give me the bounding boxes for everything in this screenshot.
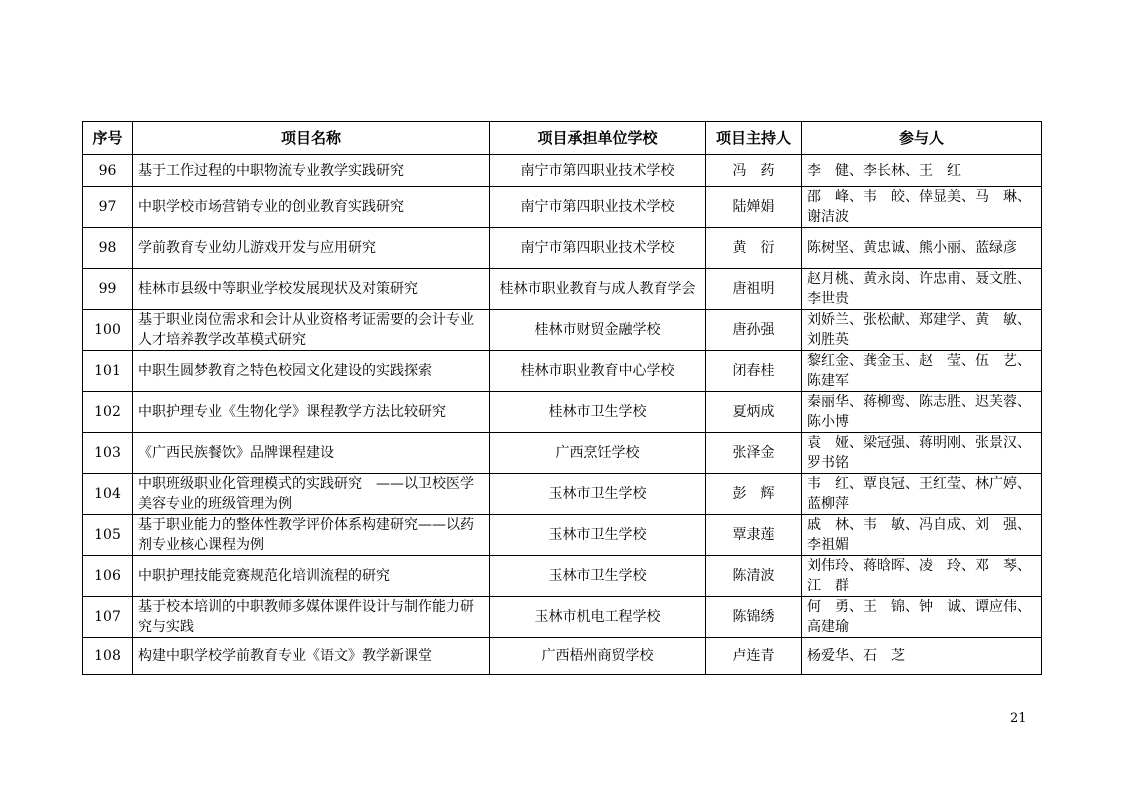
row-project-name: 基于职业岗位需求和会计从业资格考证需要的会计专业人才培养教学改革模式研究	[133, 310, 490, 351]
table-row	[83, 155, 1042, 187]
row-unit: 桂林市职业教育中心学校	[490, 351, 706, 392]
row-project-name: 基于职业能力的整体性教学评价体系构建研究——以药剂专业核心课程为例	[133, 515, 490, 556]
row-members: 李 健、李长林、王 红	[802, 155, 1042, 187]
row-project-name: 《广西民族餐饮》品牌课程建设	[133, 433, 490, 474]
row-unit: 玉林市卫生学校	[490, 474, 706, 515]
row-leader: 闭春桂	[706, 351, 802, 392]
row-unit: 桂林市财贸金融学校	[490, 310, 706, 351]
row-leader: 冯 药	[706, 155, 802, 187]
row-members: 刘伟玲、蒋晗晖、凌 玲、邓 琴、江 群	[802, 556, 1042, 597]
row-num: 101	[83, 351, 133, 392]
row-num: 108	[83, 638, 133, 675]
row-leader: 黄 衍	[706, 228, 802, 269]
header-members: 参与人	[802, 122, 1042, 155]
row-leader: 唐孙强	[706, 310, 802, 351]
row-unit: 南宁市第四职业技术学校	[490, 228, 706, 269]
row-unit: 玉林市卫生学校	[490, 556, 706, 597]
table-row	[83, 187, 1042, 228]
row-leader: 卢连青	[706, 638, 802, 675]
row-members: 何 勇、王 锦、钟 诚、谭应伟、高建瑜	[802, 597, 1042, 638]
row-members: 邵 峰、韦 皎、倖显美、马 琳、谢洁波	[802, 187, 1042, 228]
row-num: 99	[83, 269, 133, 310]
page-number: 21	[1010, 711, 1027, 726]
row-num: 98	[83, 228, 133, 269]
table-row	[83, 474, 1042, 515]
row-num: 107	[83, 597, 133, 638]
table-row	[83, 310, 1042, 351]
table-row	[83, 556, 1042, 597]
table-row	[83, 433, 1042, 474]
row-project-name: 中职学校市场营销专业的创业教育实践研究	[133, 187, 490, 228]
row-project-name: 中职班级职业化管理模式的实践研究 ——以卫校医学美容专业的班级管理为例	[133, 474, 490, 515]
row-leader: 夏炳成	[706, 392, 802, 433]
row-project-name: 基于工作过程的中职物流专业教学实践研究	[133, 155, 490, 187]
row-unit: 玉林市机电工程学校	[490, 597, 706, 638]
row-project-name: 中职生圆梦教育之特色校园文化建设的实践探索	[133, 351, 490, 392]
row-members: 秦丽华、蒋柳鸾、陈志胜、迟芙蓉、陈小博	[802, 392, 1042, 433]
row-num: 105	[83, 515, 133, 556]
row-leader: 陈清波	[706, 556, 802, 597]
row-leader: 张泽金	[706, 433, 802, 474]
row-leader: 陈锦绣	[706, 597, 802, 638]
row-members: 杨爱华、石 芝	[802, 638, 1042, 675]
table-row	[83, 638, 1042, 675]
row-leader: 陆婵娟	[706, 187, 802, 228]
row-unit: 桂林市职业教育与成人教育学会	[490, 269, 706, 310]
table-row	[83, 269, 1042, 310]
header-num: 序号	[83, 122, 133, 155]
header-unit: 项目承担单位学校	[490, 122, 706, 155]
row-members: 韦 红、覃良冠、王红莹、林广婷、蓝柳萍	[802, 474, 1042, 515]
row-num: 102	[83, 392, 133, 433]
row-project-name: 构建中职学校学前教育专业《语文》教学新课堂	[133, 638, 490, 675]
row-project-name: 中职护理技能竞赛规范化培训流程的研究	[133, 556, 490, 597]
table-row	[83, 392, 1042, 433]
row-num: 104	[83, 474, 133, 515]
row-num: 103	[83, 433, 133, 474]
row-members: 陈树坚、黄忠诚、熊小丽、蓝绿彦	[802, 228, 1042, 269]
table-header-row	[83, 122, 1042, 155]
row-leader: 唐祖明	[706, 269, 802, 310]
header-leader: 项目主持人	[706, 122, 802, 155]
row-unit: 广西烹饪学校	[490, 433, 706, 474]
row-project-name: 桂林市县级中等职业学校发展现状及对策研究	[133, 269, 490, 310]
header-project-name: 项目名称	[133, 122, 490, 155]
row-unit: 广西梧州商贸学校	[490, 638, 706, 675]
row-num: 106	[83, 556, 133, 597]
row-unit: 玉林市卫生学校	[490, 515, 706, 556]
row-unit: 桂林市卫生学校	[490, 392, 706, 433]
row-project-name: 中职护理专业《生物化学》课程教学方法比较研究	[133, 392, 490, 433]
row-num: 100	[83, 310, 133, 351]
table-row	[83, 597, 1042, 638]
table-row	[83, 351, 1042, 392]
table-row	[83, 515, 1042, 556]
row-members: 袁 娅、梁冠强、蒋明刚、张景汉、罗书铭	[802, 433, 1042, 474]
row-unit: 南宁市第四职业技术学校	[490, 187, 706, 228]
row-members: 戚 林、韦 敏、冯自成、刘 强、李祖媚	[802, 515, 1042, 556]
table-row	[83, 228, 1042, 269]
row-leader: 覃隶莲	[706, 515, 802, 556]
row-leader: 彭 辉	[706, 474, 802, 515]
row-members: 赵月桃、黄永岗、许忠甫、聂文胜、李世贵	[802, 269, 1042, 310]
row-members: 刘娇兰、张松献、郑建学、黄 敏、刘胜英	[802, 310, 1042, 351]
row-project-name: 基于校本培训的中职教师多媒体课件设计与制作能力研究与实践	[133, 597, 490, 638]
row-unit: 南宁市第四职业技术学校	[490, 155, 706, 187]
row-num: 97	[83, 187, 133, 228]
row-project-name: 学前教育专业幼儿游戏开发与应用研究	[133, 228, 490, 269]
project-table	[82, 121, 1042, 675]
row-members: 黎红金、龚金玉、赵 莹、伍 艺、陈建军	[802, 351, 1042, 392]
row-num: 96	[83, 155, 133, 187]
